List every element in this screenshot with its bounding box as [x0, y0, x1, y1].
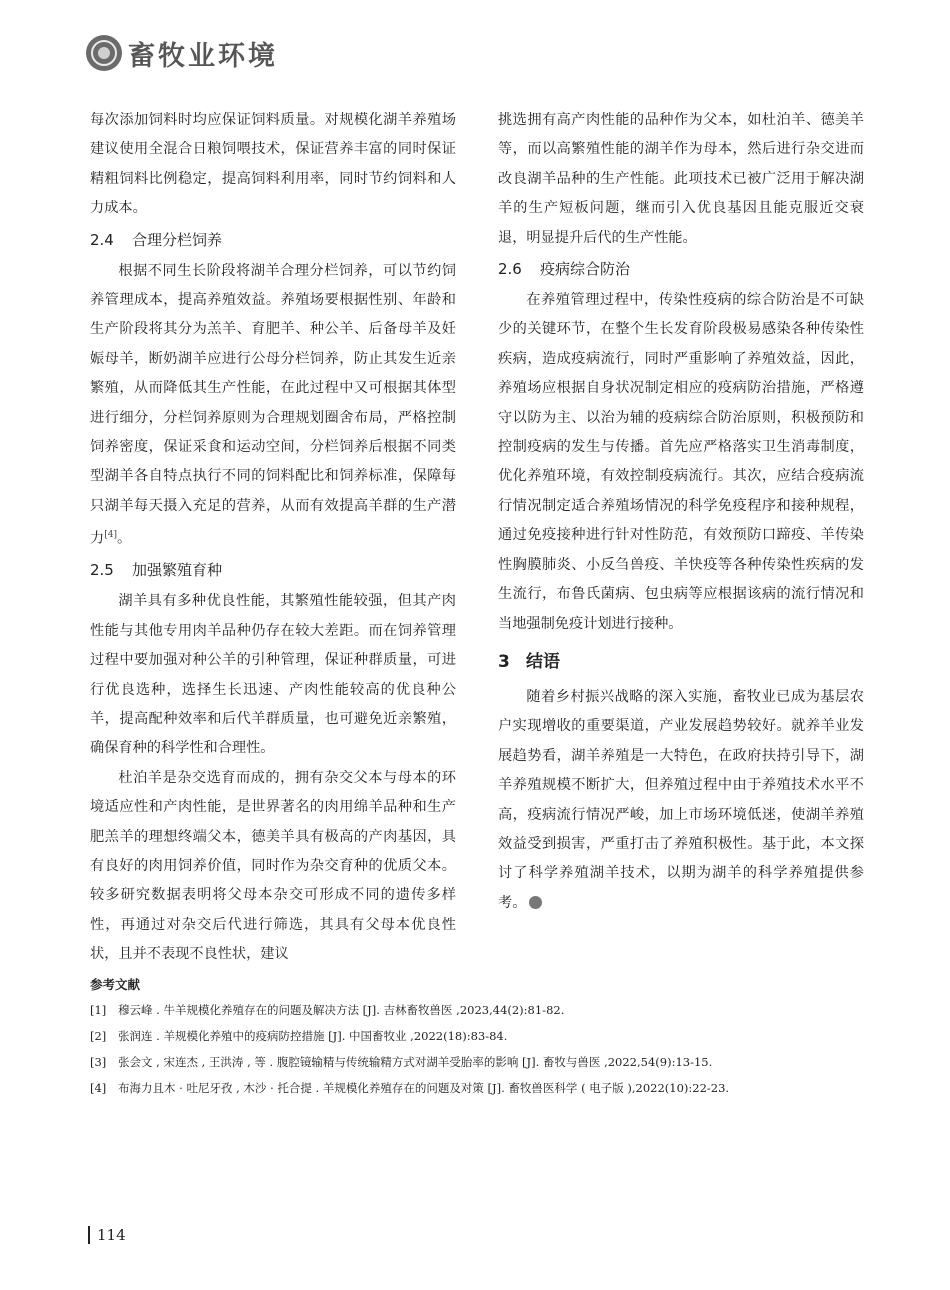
reference-text: 张会文 , 宋连杰 , 王洪涛 , 等 . 腹腔镜输精与传统输精方式对湖羊受胎率的影响 [J]. 畜牧与兽医 ,2022,54(9):13-15.	[118, 1055, 713, 1069]
section-number: 2.5	[90, 561, 114, 580]
reference-index: [4]	[90, 1081, 107, 1095]
paragraph-text: 根据不同生长阶段将湖羊合理分栏饲养，可以节约饲养管理成本，提高养殖效益。养殖场要根据性别、年龄和生产阶段将其分为羔羊、育肥羊、种公羊、后备母羊及妊娠母羊，断奶湖羊应进行公母分栏饲养，防止其发生近亲繁殖，从而降低其生产性能，在此过程中又可根据其体型进行细分，分栏饲养原则为合理规划圈舍布局，严格控制饲养密度，保证采食和运动空间，分栏饲养后根据不同类型湖羊各自特点执行不同的饲料配比和饲养标准，保障每只湖羊每天摄入充足的营养，从而有效提高羊群的生产潜力	[90, 262, 456, 548]
citation-marker: [4]	[104, 530, 117, 541]
section-heading-3	[498, 647, 864, 677]
reference-index: [1]	[90, 1003, 107, 1017]
reference-item	[90, 1029, 870, 1044]
references-title: 参考文献	[90, 977, 141, 992]
reference-item	[90, 1003, 870, 1018]
article-end-icon	[529, 896, 542, 909]
reference-text: 布海力且木 · 吐尼牙孜 , 木沙 · 托合提 . 羊规模化养殖存在的问题及对策 [J]. 畜牧兽医科学 ( 电子版 ),2022(10):22-23.	[118, 1081, 730, 1095]
reference-text: 张润连 . 羊规模化养殖中的疫病防控措施 [J]. 中国畜牧业 ,2022(18):83-84.	[118, 1029, 508, 1043]
paragraph	[90, 257, 456, 555]
section-title: 加强繁殖育种	[132, 561, 223, 580]
paragraph-text: 随着乡村振兴战略的深入实施，畜牧业已成为基层农户实现增收的重要渠道，产业发展趋势较好。就养羊业发展趋势看，湖羊养殖是一大特色，在政府扶持引导下，湖羊养殖规模不断扩大，但养殖过程中由于养殖技术水平不高，疫病流行情况严峻，加上市场环境低迷，使湖羊养殖效益受到损害，严重打击了养殖积极性。基于此，本文探讨了科学养殖湖羊技术，以期为湖羊的科学养殖提供参考。	[498, 688, 864, 911]
section-heading-2-5	[90, 556, 456, 585]
paragraph: 每次添加饲料时均应保证饲料质量。对规模化湖羊养殖场建议使用全混合日粮饲喂技术，保证营养丰富的同时保证精粗饲料比例稳定，提高饲料利用率，同时节约饲料和人力成本。	[90, 112, 456, 217]
right-column	[498, 106, 864, 918]
reference-index: [2]	[90, 1029, 107, 1043]
paragraph: 杜泊羊是杂交选育而成的，拥有杂交父本与母本的环境适应性和产肉性能，是世界著名的肉用绵羊品种和生产肥羔羊的理想终端父本，德美羊具有极高的产肉基因，具有良好的肉用饲养价值，同时作为杂交育种的优质父本。较多研究数据表明将父母本杂交可形成不同的遗传多样性，再通过对杂交后代进行筛选，其具有父母本优良性状，且并不表现不良性状，建议	[90, 769, 456, 963]
paragraph: 挑选拥有高产肉性能的品种作为父本，如杜泊羊、德美羊等，而以高繁殖性能的湖羊作为母本，然后进行杂交进而改良湖羊品种的生产性能。此项技术已被广泛用于解决湖羊的生产短板问题，继而引入优良基因且能克服近交衰退，明显提升后代的生产性能。	[498, 112, 864, 246]
paragraph: 在养殖管理过程中，传染性疫病的综合防治是不可缺少的关键环节，在整个生长发育阶段极易感染各种传染性疾病，造成疫病流行，同时严重影响了养殖效益，因此，养殖场应根据自身状况制定相应的疫病防治措施，严格遵守以防为主、以治为辅的疫病综合防治原则，积极预防和控制疫病的发生与传播。首先应严格落实卫生消毒制度，优化养殖环境，有效控制疫病流行。其次，应结合疫病流行情况制定适合养殖场情况的科学免疫程序和接种规程，通过免疫接种进行针对性防范，有效预防口蹄疫、羊传染性胸膜肺炎、小反刍兽疫、羊快疫等各种传染性疾病的发生流行，布鲁氏菌病、包虫病等应根据该病的流行情况和当地强制免疫计划进行接种。	[498, 292, 864, 632]
reference-index: [3]	[90, 1055, 107, 1069]
section-number: 3	[498, 651, 510, 672]
journal-title: 畜牧业环境	[128, 40, 278, 72]
reference-item	[90, 1055, 870, 1070]
journal-header	[86, 28, 278, 78]
section-number: 2.4	[90, 230, 114, 249]
references-section	[90, 975, 870, 1107]
journal-logo-icon	[86, 35, 122, 71]
section-heading-2-4	[90, 226, 456, 255]
footer-divider	[88, 1226, 90, 1244]
reference-text: 穆云峰 . 牛羊规模化养殖存在的问题及解决方法 [J]. 吉林畜牧兽医 ,2023,44(2):81-82.	[118, 1003, 565, 1017]
left-column	[90, 106, 456, 970]
section-number: 2.6	[498, 260, 522, 279]
section-title: 合理分栏饲养	[132, 230, 223, 249]
reference-item	[90, 1081, 870, 1096]
section-title: 结语	[526, 651, 560, 672]
section-heading-2-6	[498, 255, 864, 284]
paragraph: 湖羊具有多种优良性能，其繁殖性能较强，但其产肉性能与其他专用肉羊品种仍存在较大差距。而在饲养管理过程中要加强对种公羊的引种管理，保证种群质量，可进行优良选种，选择生长迅速、产肉性能较高的优良种公羊，提高配种效率和后代羊群质量，也可避免近亲繁殖，确保育种的科学性和合理性。	[90, 593, 456, 757]
section-title: 疫病综合防治	[540, 260, 631, 279]
page-footer	[88, 1226, 126, 1244]
page-number: 114	[97, 1226, 126, 1244]
paragraph	[498, 683, 864, 918]
paragraph-end: 。	[116, 531, 132, 548]
